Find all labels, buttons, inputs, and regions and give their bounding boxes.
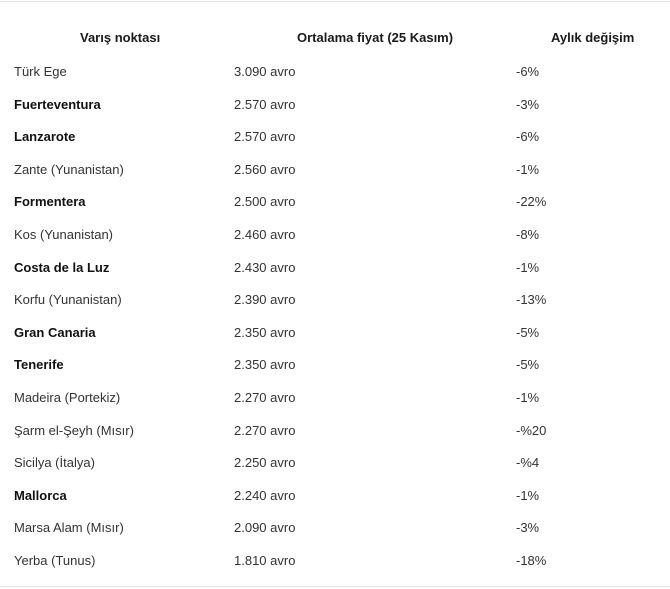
cell-change: -1%: [516, 161, 540, 177]
cell-change: -5%: [516, 324, 540, 340]
table-row: [0, 316, 670, 349]
cell-price: 2.570 avro: [234, 129, 296, 145]
table-row: [0, 120, 670, 153]
table-row: [0, 381, 670, 414]
cell-price: 3.090 avro: [234, 64, 296, 79]
cell-change: -13%: [516, 292, 547, 308]
table-row: [0, 218, 670, 251]
cell-price: 2.500 avro: [234, 194, 296, 210]
cell-change: -%4: [516, 455, 540, 471]
cell-destination: Costa de la Luz: [14, 259, 110, 275]
cell-price: 2.250 avro: [234, 455, 296, 471]
cell-change: -18%: [516, 552, 547, 568]
table-row: [0, 511, 670, 544]
table-row: [0, 88, 670, 121]
cell-change: -6%: [516, 64, 540, 79]
cell-price: 2.560 avro: [234, 161, 296, 177]
cell-destination: Formentera: [14, 194, 86, 210]
cell-change: -1%: [516, 389, 540, 405]
cell-price: 2.240 avro: [234, 487, 296, 503]
cell-price: 2.270 avro: [234, 389, 296, 405]
header-destination: Varış noktası: [80, 30, 161, 45]
cell-destination: Marsa Alam (Mısır): [14, 520, 124, 536]
cell-price: 2.390 avro: [234, 292, 296, 308]
cell-change: -1%: [516, 487, 540, 503]
table-row: [0, 185, 670, 218]
cell-destination: Türk Ege: [14, 64, 67, 79]
table-row: [0, 251, 670, 284]
table-header: [0, 30, 670, 50]
cell-destination: Lanzarote: [14, 129, 76, 145]
cell-price: 2.090 avro: [234, 520, 296, 536]
table-row: [0, 446, 670, 479]
cell-destination: Gran Canaria: [14, 324, 96, 340]
header-price: Ortalama fiyat (25 Kasım): [297, 30, 454, 45]
table-row: [0, 153, 670, 186]
cell-destination: Yerba (Tunus): [14, 552, 96, 568]
cell-change: -%20: [516, 422, 547, 438]
table-row: [0, 55, 670, 88]
top-divider: [0, 1, 670, 2]
cell-price: 2.570 avro: [234, 96, 296, 112]
cell-destination: Sicilya (İtalya): [14, 455, 95, 471]
cell-price: 2.430 avro: [234, 259, 296, 275]
cell-change: -8%: [516, 226, 540, 242]
cell-destination: Korfu (Yunanistan): [14, 292, 122, 308]
cell-price: 2.350 avro: [234, 324, 296, 340]
table-row: [0, 348, 670, 381]
table-row: [0, 414, 670, 447]
cell-change: -22%: [516, 194, 547, 210]
cell-destination: Tenerife: [14, 357, 64, 373]
cell-destination: Şarm el-Şeyh (Mısır): [14, 422, 134, 438]
cell-change: -1%: [516, 259, 540, 275]
cell-price: 2.350 avro: [234, 357, 296, 373]
cell-change: -6%: [516, 129, 540, 145]
cell-destination: Kos (Yunanistan): [14, 226, 114, 242]
cell-change: -3%: [516, 96, 540, 112]
table-body: [0, 55, 670, 577]
cell-destination: Madeira (Portekiz): [14, 389, 121, 405]
cell-price: 2.460 avro: [234, 226, 296, 242]
table-row: [0, 479, 670, 512]
cell-destination: Zante (Yunanistan): [14, 161, 124, 177]
cell-price: 2.270 avro: [234, 422, 296, 438]
table-row: [0, 544, 670, 577]
cell-change: -3%: [516, 520, 540, 536]
cell-price: 1.810 avro: [234, 552, 296, 568]
cell-destination: Fuerteventura: [14, 96, 101, 112]
cell-destination: Mallorca: [14, 487, 67, 503]
cell-change: -5%: [516, 357, 540, 373]
table-row: [0, 283, 670, 316]
bottom-divider: [0, 586, 670, 587]
header-change: Aylık değişim: [551, 30, 635, 45]
